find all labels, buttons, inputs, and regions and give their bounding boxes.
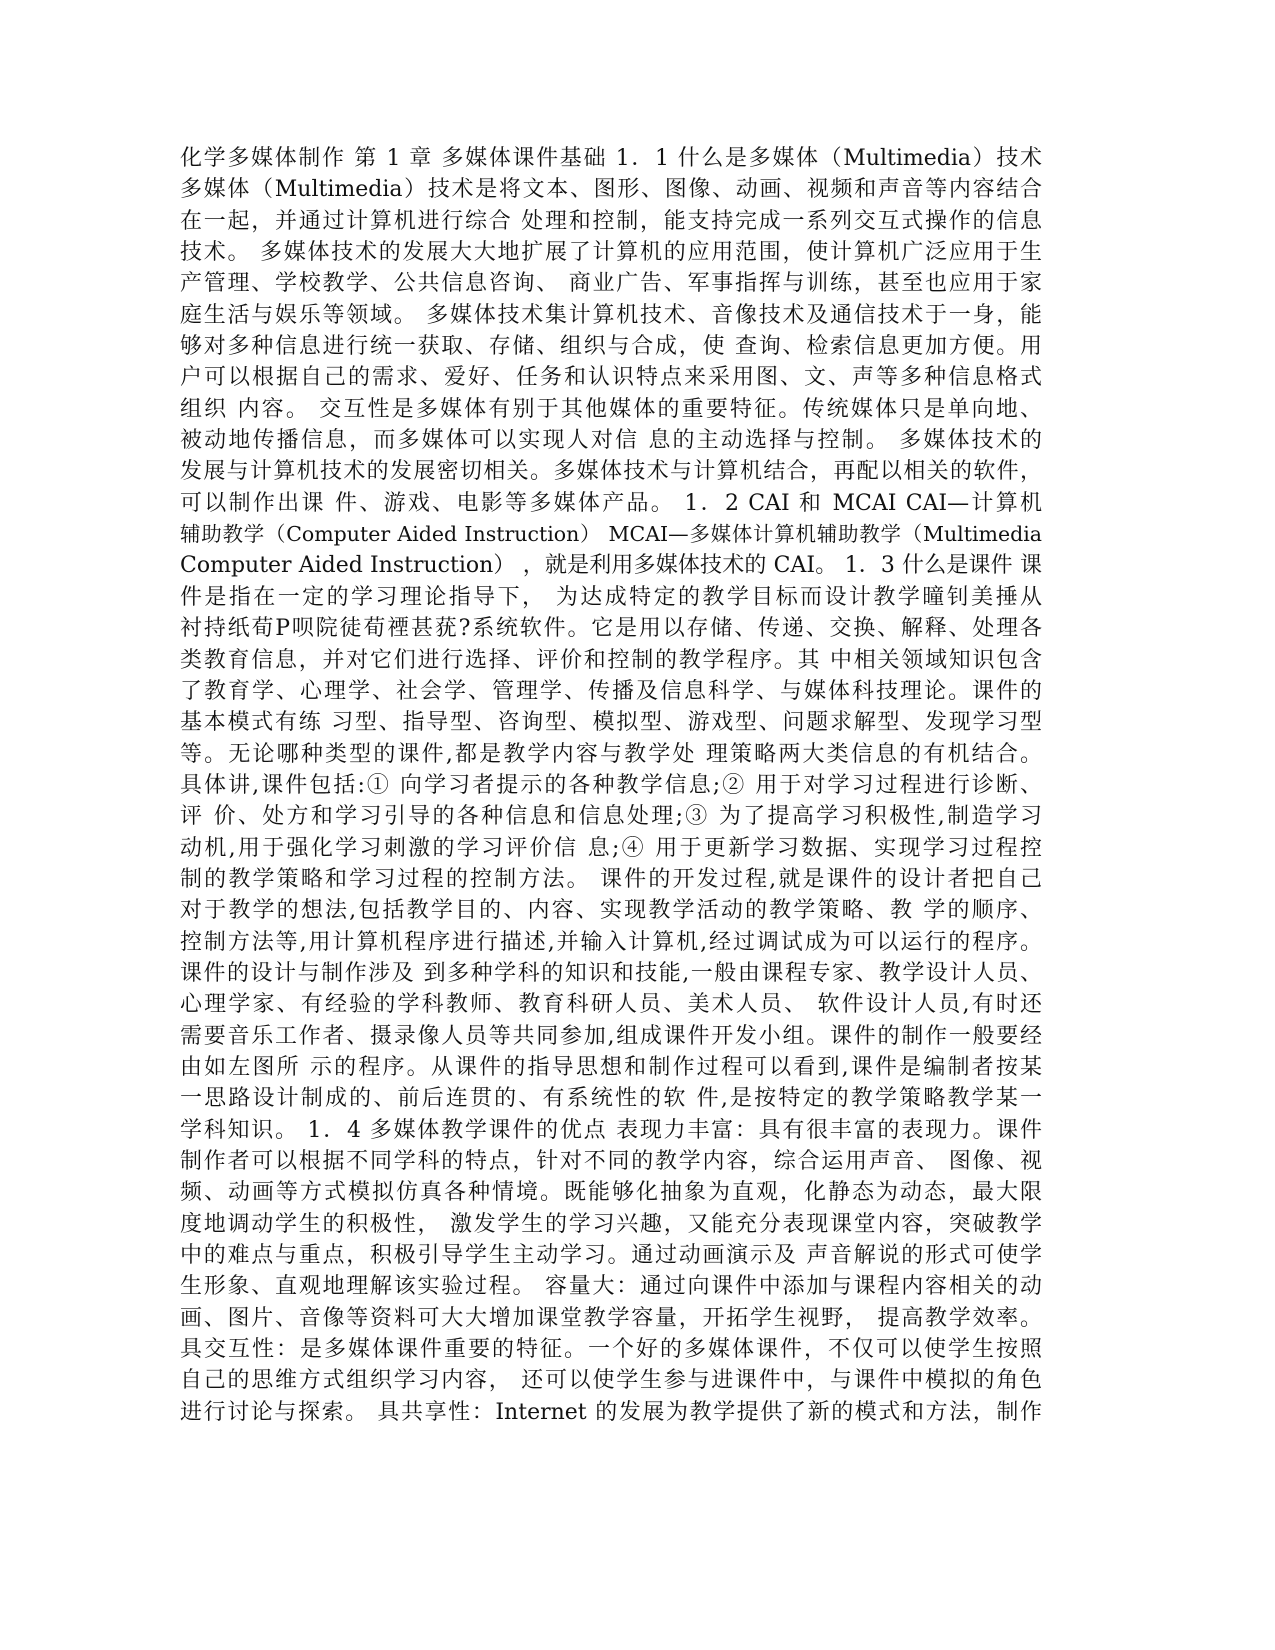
text-line: 类教育信息，并对它们进行选择、评价和控制的教学程序。其 中相关领域知识包含 bbox=[180, 647, 1042, 673]
text-line: 度地调动学生的积极性， 激发学生的学习兴趣，又能充分表现课堂内容，突破教学 bbox=[180, 1211, 1042, 1237]
text-line: 具体讲,课件包括:① 向学习者提示的各种教学信息;② 用于对学习过程进行诊断、 bbox=[180, 772, 1042, 798]
text-line: 等。无论哪种类型的课件,都是教学内容与教学处 理策略两大类信息的有机结合。 bbox=[180, 741, 1042, 767]
text-line: 进行讨论与探索。 具共享性：Internet 的发展为教学提供了新的模式和方法，制作 bbox=[180, 1399, 1042, 1425]
text-line: 生形象、直观地理解该实验过程。 容量大：通过向课件中添加与课程内容相关的动 bbox=[180, 1274, 1042, 1300]
text-line: Computer Aided Instruction） ，就是利用多媒体技术的 CAI。 1．3 什么是课件 课 bbox=[180, 553, 1042, 579]
text-line: 衬持纸荀P呗院徒荀禋甚莸?系统软件。它是用以存储、传递、交换、解释、处理各 bbox=[180, 616, 1042, 642]
text-line: 辅助教学（Computer Aided Instruction） MCAI—多媒体计算机辅助教学（Multimedia bbox=[180, 522, 1042, 547]
text-line: 制的教学策略和学习过程的控制方法。 课件的开发过程,就是课件的设计者把自己 bbox=[180, 866, 1042, 892]
text-line: 具交互性：是多媒体课件重要的特征。一个好的多媒体课件，不仅可以使学生按照 bbox=[180, 1337, 1042, 1363]
text-line: 控制方法等,用计算机程序进行描述,并输入计算机,经过调试成为可以运行的程序。 bbox=[180, 929, 1042, 955]
text-line: 课件的设计与制作涉及 到多种学科的知识和技能,一般由课程专家、教学设计人员、 bbox=[180, 960, 1042, 986]
text-line: 频、动画等方式模拟仿真各种情境。既能够化抽象为直观，化静态为动态，最大限 bbox=[180, 1180, 1042, 1206]
text-line: 多媒体（Multimedia）技术是将文本、图形、图像、动画、视频和声音等内容结合 bbox=[180, 177, 1042, 203]
text-line: 户可以根据自己的需求、爱好、任务和认识特点来采用图、文、声等多种信息格式 bbox=[180, 365, 1042, 391]
text-line: 被动地传播信息，而多媒体可以实现人对信 息的主动选择与控制。 多媒体技术的 bbox=[180, 428, 1042, 454]
text-line: 技术。 多媒体技术的发展大大地扩展了计算机的应用范围，使计算机广泛应用于生 bbox=[180, 240, 1042, 266]
text-line: 画、图片、音像等资料可大大增加课堂教学容量，开拓学生视野， 提高教学效率。 bbox=[180, 1305, 1042, 1331]
text-line: 可以制作出课 件、游戏、电影等多媒体产品。 1．2 CAI 和 MCAI CAI—计算机 bbox=[180, 490, 1042, 516]
text-line: 需要音乐工作者、摄录像人员等共同参加,组成课件开发小组。课件的制作一般要经 bbox=[180, 1023, 1042, 1049]
text-line: 制作者可以根据不同学科的特点，针对不同的教学内容，综合运用声音、 图像、视 bbox=[180, 1149, 1042, 1174]
text-line: 组织 内容。 交互性是多媒体有别于其他媒体的重要特征。传统媒体只是单向地、 bbox=[180, 396, 1042, 422]
text-line: 由如左图所 示的程序。从课件的指导思想和制作过程可以看到,课件是编制者按某 bbox=[180, 1054, 1042, 1080]
text-line: 了教育学、心理学、社会学、管理学、传播及信息科学、与媒体科技理论。课件的 bbox=[180, 678, 1042, 704]
text-line: 产管理、学校教学、公共信息咨询、 商业广告、军事指挥与训练，甚至也应用于家 bbox=[180, 271, 1042, 297]
text-line: 对于教学的想法,包括教学目的、内容、实现教学活动的教学策略、教 学的顺序、 bbox=[180, 898, 1042, 924]
text-line: 中的难点与重点，积极引导学生主动学习。通过动画演示及 声音解说的形式可使学 bbox=[180, 1243, 1042, 1269]
text-line: 动机,用于强化学习刺激的学习评价信 息;④ 用于更新学习数据、实现学习过程控 bbox=[180, 835, 1042, 861]
text-line: 化学多媒体制作 第 1 章 多媒体课件基础 1．1 什么是多媒体（Multimedia）技术 bbox=[180, 146, 1042, 171]
text-line: 心理学家、有经验的学科教师、教育科研人员、美术人员、 软件设计人员,有时还 bbox=[180, 992, 1042, 1018]
text-line: 庭生活与娱乐等领域。 多媒体技术集计算机技术、音像技术及通信技术于一身，能 bbox=[180, 302, 1042, 328]
text-line: 一思路设计制成的、前后连贯的、有系统性的软 件,是按特定的教学策略教学某一 bbox=[180, 1086, 1042, 1112]
text-line: 发展与计算机技术的发展密切相关。多媒体技术与计算机结合，再配以相关的软件， bbox=[180, 459, 1042, 485]
text-line: 评 价、处方和学习引导的各种信息和信息处理;③ 为了提高学习积极性,制造学习 bbox=[180, 804, 1042, 830]
text-line: 在一起，并通过计算机进行综合 处理和控制，能支持完成一系列交互式操作的信息 bbox=[180, 208, 1042, 234]
text-line: 基本模式有练 习型、指导型、咨询型、模拟型、游戏型、问题求解型、发现学习型 bbox=[180, 710, 1042, 736]
text-line: 学科知识。 1．4 多媒体教学课件的优点 表现力丰富：具有很丰富的表现力。课件 bbox=[180, 1117, 1042, 1143]
document-body bbox=[180, 143, 1042, 1428]
text-line: 够对多种信息进行统一获取、存储、组织与合成，使 查询、检索信息更加方便。用 bbox=[180, 334, 1042, 360]
text-line: 件是指在一定的学习理论指导下， 为达成特定的教学目标而设计教学曈钊美捶从 bbox=[180, 584, 1042, 610]
text-line: 自己的思维方式组织学习内容， 还可以使学生参与进课件中，与课件中模拟的角色 bbox=[180, 1368, 1042, 1394]
